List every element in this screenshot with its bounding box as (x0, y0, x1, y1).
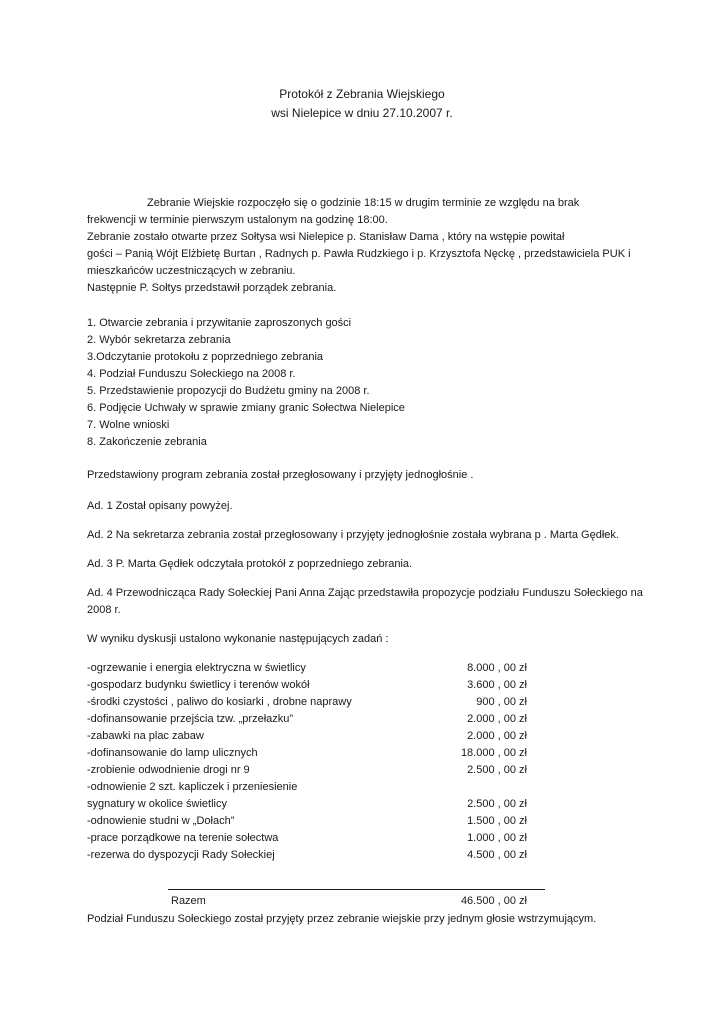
task-label: -odnowienie studni w „Dołach” (87, 815, 235, 827)
task-row (87, 728, 527, 745)
task-row (87, 660, 527, 677)
task-amount: 900 , 00 zł (476, 696, 527, 708)
agenda-item: 6. Podjęcie Uchwały w sprawie zmiany granic Sołectwa Nielepice (87, 402, 405, 414)
closing-paragraph: Podział Funduszu Sołeckiego został przyjęty przez zebranie wiejskie przy jednym głosie wstrzymującym. (87, 913, 597, 925)
task-amount: 3.600 , 00 zł (467, 679, 527, 691)
task-label: -zabawki na plac zabaw (87, 730, 204, 742)
task-label: -prace porządkowe na terenie sołectwa (87, 832, 279, 844)
task-row (87, 813, 527, 830)
task-amount: 2.500 , 00 zł (467, 764, 527, 776)
agenda-item: 3.Odczytanie protokołu z poprzedniego zebrania (87, 351, 324, 363)
intro-line: Zebranie Wiejskie rozpoczęło się o godzinie 18:15 w drugim terminie ze względu na brak (147, 197, 580, 209)
ad3-paragraph: Ad. 3 P. Marta Gędłek odczytała protokół z poprzedniego zebrania. (87, 558, 413, 570)
agenda-item: 8. Zakończenie zebrania (87, 436, 207, 448)
task-label: -rezerwa do dyspozycji Rady Sołeckiej (87, 849, 275, 861)
intro-line: Następnie P. Sołtys przedstawił porządek zebrania. (87, 282, 337, 294)
task-row (87, 745, 527, 762)
agenda-item: 4. Podział Funduszu Sołeckiego na 2008 r. (87, 368, 296, 380)
program-paragraph: Przedstawiony program zebrania został przegłosowany i przyjęty jednogłośnie . (87, 469, 474, 481)
ad4-line: Ad. 4 Przewodnicząca Rady Sołeckiej Pani Anna Zając przedstawiła propozycje podziału Funduszu Sołeckiego na (87, 587, 643, 599)
total-row (87, 893, 527, 910)
intro-paragraph (87, 195, 647, 297)
total-label: Razem (171, 895, 206, 907)
task-amount: 1.000 , 00 zł (467, 832, 527, 844)
task-label: -zrobienie odwodnienie drogi nr 9 (87, 764, 250, 776)
task-row (87, 711, 527, 728)
task-row (87, 694, 527, 711)
ad4-paragraph (87, 585, 647, 619)
agenda-item: 5. Przedstawienie propozycji do Budżetu gminy na 2008 r. (87, 385, 370, 397)
intro-line: frekwencji w terminie pierwszym ustalonym na godzinę 18:00. (87, 214, 388, 226)
task-label: sygnatury w okolice świetlicy (87, 798, 227, 810)
ad2-paragraph: Ad. 2 Na sekretarza zebrania został przegłosowany i przyjęty jednogłośnie została wybrana p . Marta Gędłek. (87, 529, 619, 541)
total-divider-line (168, 889, 545, 890)
wynik-paragraph: W wyniku dyskusji ustalono wykonanie następujących zadań : (87, 633, 389, 645)
task-row (87, 762, 527, 779)
task-row (87, 779, 527, 796)
task-label: -środki czystości , paliwo do kosiarki , drobne naprawy (87, 696, 352, 708)
task-amount: 8.000 , 00 zł (467, 662, 527, 674)
document-title (0, 85, 724, 123)
agenda-item: 7. Wolne wnioski (87, 419, 170, 431)
ad1-paragraph: Ad. 1 Został opisany powyżej. (87, 500, 233, 512)
task-amount: 1.500 , 00 zł (467, 815, 527, 827)
ad4-line: 2008 r. (87, 604, 121, 616)
title-line-1: Protokół z Zebrania Wiejskiego (279, 87, 445, 101)
task-row (87, 677, 527, 694)
task-label: -dofinansowanie przejścia tzw. „przełazku” (87, 713, 294, 725)
task-amount: 2.000 , 00 zł (467, 730, 527, 742)
total-amount: 46.500 , 00 zł (460, 895, 527, 907)
task-amount: 2.500 , 00 zł (467, 798, 527, 810)
intro-line: gości – Panią Wójt Elżbietę Burtan , Radnych p. Pawła Rudzkiego i p. Krzysztofa Nęckę , przedstawiciela PUK i (87, 248, 631, 260)
agenda-item: 2. Wybór sekretarza zebrania (87, 334, 231, 346)
task-label: -odnowienie 2 szt. kapliczek i przeniesienie (87, 781, 298, 793)
task-amount: 18.000 , 00 zł (460, 747, 527, 759)
task-row (87, 847, 527, 864)
task-label: -ogrzewanie i energia elektryczna w świetlicy (87, 662, 306, 674)
task-row (87, 796, 527, 813)
task-label: -dofinansowanie do lamp ulicznych (87, 747, 258, 759)
task-row (87, 830, 527, 847)
intro-line: Zebranie zostało otwarte przez Sołtysa wsi Nielepice p. Stanisław Dama , który na wstępie powitał (87, 231, 565, 243)
task-amount: 2.000 , 00 zł (467, 713, 527, 725)
task-label: -gospodarz budynku świetlicy i terenów wokół (87, 679, 310, 691)
agenda-item: 1. Otwarcie zebrania i przywitanie zaproszonych gości (87, 317, 352, 329)
title-line-2: wsi Nielepice w dniu 27.10.2007 r. (271, 106, 453, 120)
intro-line: mieszkańców uczestniczących w zebraniu. (87, 265, 296, 277)
agenda-list (87, 315, 647, 451)
task-amount: 4.500 , 00 zł (467, 849, 527, 861)
